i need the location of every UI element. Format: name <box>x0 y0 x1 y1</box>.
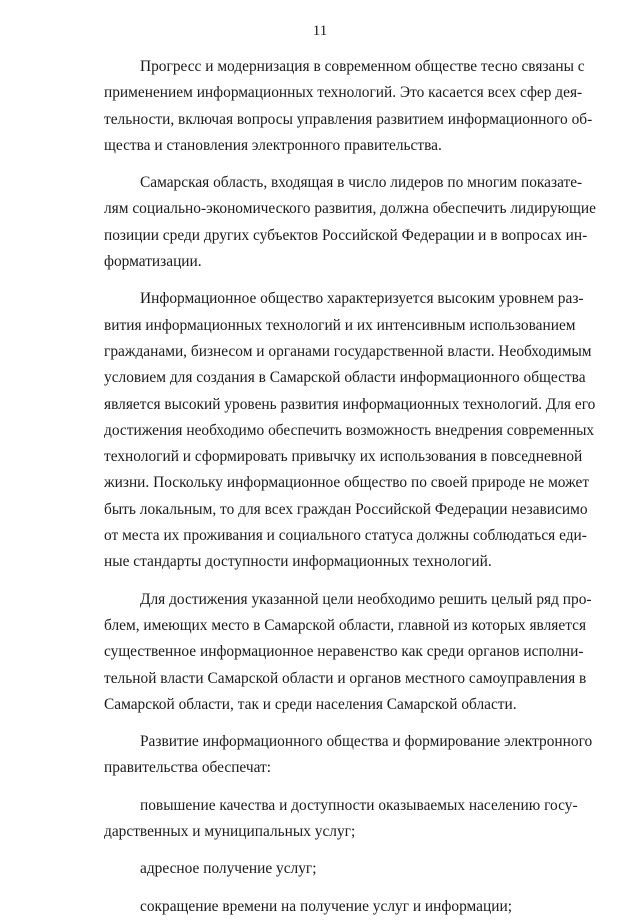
text-line: щества и становления электронного правительства. <box>104 136 442 154</box>
text-line: правительства обеспечат: <box>104 759 272 777</box>
text-line: Самарская область, входящая в число лидеров по многим показате- <box>140 174 583 192</box>
text-line: сокращение времени на получение услуг и информации; <box>140 897 512 915</box>
paragraph-problems <box>68 587 592 718</box>
text-line: существенное информационное неравенство как среди органов исполни- <box>104 643 584 661</box>
paragraph-progress <box>68 54 593 159</box>
text-line: форматизации. <box>104 253 202 271</box>
text-line: лям социально-экономического развития, должна обеспечить лидирующие <box>104 200 596 218</box>
text-line: Прогресс и модернизация в современном обществе тесно связаны с <box>140 58 585 75</box>
document-body <box>68 54 596 920</box>
text-line: гражданами, бизнесом и органами государственной власти. Необходимым <box>104 342 592 360</box>
text-line: дарственных и муниципальных услуг; <box>104 823 356 841</box>
text-line: вития информационных технологий и их интенсивным использованием <box>104 316 576 334</box>
text-line: адресное получение услуг; <box>140 860 317 878</box>
list-item <box>68 894 555 920</box>
text-line: блем, имеющих место в Самарской области, главной из которых является <box>104 616 587 634</box>
text-line: тельной власти Самарской области и органов местного самоуправления в <box>104 669 587 687</box>
text-line: Информационное общество характеризуется высоким уровнем раз- <box>140 290 584 308</box>
text-line: является высокий уровень развития информационных технологий. Для его <box>104 395 596 413</box>
page-number: 11 <box>312 23 328 39</box>
paragraph-information-society <box>68 286 596 575</box>
text-line: повышение качества и доступности оказываемых населению госу- <box>140 796 578 814</box>
text-line: от места их проживания и социального статуса должны соблюдаться еди- <box>104 527 587 545</box>
list-item <box>68 856 555 882</box>
text-line: условием для создания в Самарской области информационного общества <box>104 369 586 387</box>
text-line: технологий и сформировать привычку их использования в повседневной <box>104 448 583 466</box>
text-line: Для достижения указанной цели необходимо решить целый ряд про- <box>140 590 592 608</box>
text-line: достижения необходимо обеспечить возможность внедрения современных <box>104 421 595 439</box>
text-line: быть локальным, то для всех граждан Российской Федерации независимо <box>104 500 588 518</box>
paragraph-samara-region <box>68 170 596 275</box>
text-line: позиции среди других субъектов Российской Федерации и в вопросах ин- <box>104 226 588 244</box>
paragraph-development <box>68 729 593 782</box>
text-line: Развитие информационного общества и формирование электронного <box>140 733 593 751</box>
list-item <box>68 793 578 846</box>
text-line: жизни. Поскольку информационное общество по своей природе не может <box>104 474 590 492</box>
text-line: тельности, включая вопросы управления развитием информационного об- <box>104 110 593 128</box>
text-line: применением информационных технологий. Это касается всех сфер дея- <box>104 84 583 102</box>
text-line: Самарской области, так и среди населения Самарской области. <box>104 695 517 713</box>
text-line: ные стандарты доступности информационных технологий. <box>104 553 492 571</box>
